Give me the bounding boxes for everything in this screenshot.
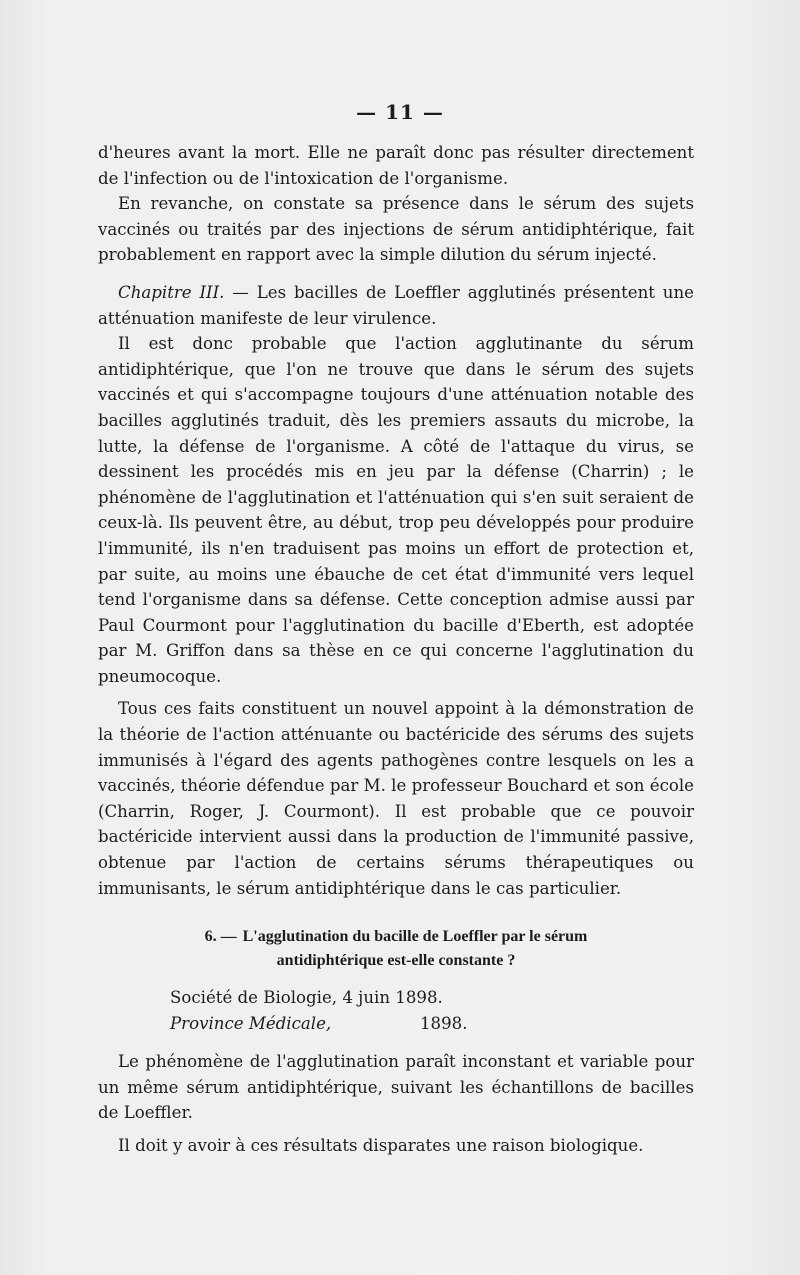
body-text xyxy=(98,140,694,1159)
paragraph-1: d'heures avant la mort. Elle ne paraît donc pas résulter directement de l'infection ou de l'intoxication de l'organisme. xyxy=(98,143,694,188)
paragraph-3 xyxy=(98,280,694,331)
paragraph-5: Tous ces faits constituent un nouvel appoint à la démonstration de la théorie de l'action atténuante ou bactéricide des sérums des sujets immunisés à l'égard des agents pathogènes contre lesquels on les a vaccinés, théorie défendue par M. le professeur Bouchard et son école (Charrin, Roger, J. Courmont). Il est probable que ce pouvoir bactéricide intervient aussi dans la production de l'immunité passive, obtenue par l'action de certains sérums thérapeutiques ou immunisants, le sérum antidiphtérique dans le cas particulier. xyxy=(98,699,694,898)
chapter-summary: — Les bacilles de Loeffler agglutinés présentent une atténuation manifeste de leur virulence. xyxy=(98,282,695,328)
paragraph-4: Il est donc probable que l'action agglutinante du sérum antidiphtérique, que l'on ne trouve que dans le sérum des sujets vaccinés et qui s'accompagne toujours d'une atténuation notable des bacilles agglutinés traduit, dès les premiers assauts du microbe, la lutte, la défense de l'organisme. A côté de l'attaque du virus, se dessinent les procédés mis en jeu par la défense (Charrin) ; le phénomène de l'agglutination et l'atténuation qui s'en suit seraient de ceux-là. Ils peuvent être, au début, trop peu développés pour produire l'immunité, ils n'en traduisent pas moins un effort de protection et, par suite, au moins une ébauche de cet état d'immunité vers lequel tend l'organisme dans sa défense. Cette conception admise aussi par Paul Courmont pour l'agglutination du bacille d'Eberth, est adoptée par M. Griffon dans sa thèse en ce qui concerne l'agglutination du pneumocoque. xyxy=(98,334,694,686)
paragraph-7: Il doit y avoir à ces résultats disparates une raison biologique. xyxy=(118,1136,644,1155)
reference-1: Société de Biologie, 4 juin 1898. xyxy=(170,988,443,1008)
reference-2 xyxy=(170,1011,694,1037)
section-number: 6. — xyxy=(204,928,237,946)
chapter-label: Chapitre III. xyxy=(118,282,225,302)
paragraph-2: En revanche, on constate sa présence dans le sérum des sujets vaccinés ou traités par des injections de sérum antidiphtérique, fait probablement en rapport avec la simple dilution du sérum injecté. xyxy=(98,194,694,265)
reference-2-publication: Province Médicale, xyxy=(170,1014,332,1034)
section-title-line-1: L'agglutination du bacille de Loeffler par le sérum xyxy=(242,928,588,946)
section-references xyxy=(98,985,694,1037)
paragraph-6: Le phénomène de l'agglutination paraît inconstant et variable pour un même sérum antidiphtérique, suivant les échantillons de bacilles de Loeffler. xyxy=(98,1052,694,1123)
page-number: — 11 — xyxy=(356,100,444,124)
reference-2-year: 1898. xyxy=(420,1014,468,1034)
section-heading xyxy=(98,925,694,973)
section-title-line-2: antidiphtérique est-elle constante ? xyxy=(276,952,516,970)
